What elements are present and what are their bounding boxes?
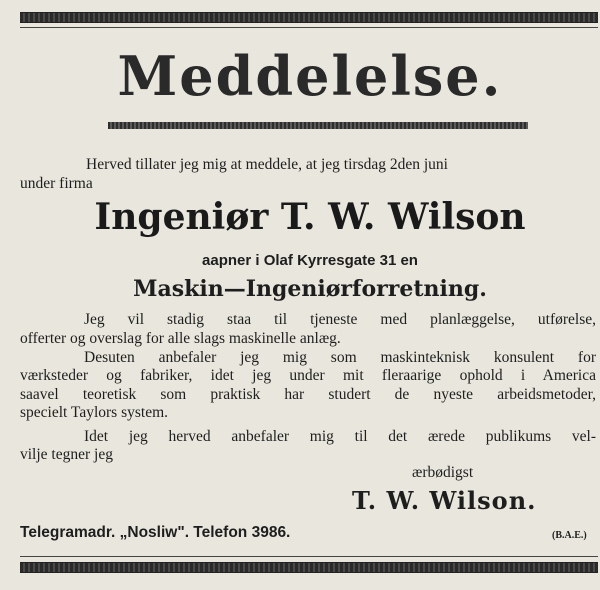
intro-line-1: Herved tillater jeg mig at meddele, at jeg tirsdag 2den juni [86,156,448,173]
top-rule [20,12,598,23]
intro-line-2: under firma [20,175,93,192]
body-line: Idet jeg herved anbefaler mig til det ærede publikums vel- [84,428,596,445]
opening-line: aapner i Olaf Kyrresgate 31 en [202,252,418,269]
headline-rule [108,122,528,129]
body-line: Desuten anbefaler jeg mig som maskinteknisk konsulent for [84,349,596,366]
top-thin-rule [20,27,598,28]
business-type: Maskin—Ingeniørforretning. [133,276,487,302]
body-line: Jeg vil stadig staa til tjeneste med planlæggelse, utførelse, [84,311,596,328]
initials: (B.A.E.) [552,530,587,541]
body-line: specielt Taylors system. [20,404,169,421]
signature: T. W. Wilson. [352,486,537,515]
body-line: værksteder og fabriker, idet jeg under mit fleraarige ophold i America [20,367,596,384]
firm-name: Ingeniør T. W. Wilson [94,196,526,238]
closing: ærbødigst [412,464,474,481]
footer-contact: Telegramadr. „Nosliw". Telefon 3986. [20,524,291,541]
body-line: saavel teoretisk som praktisk har studert de nyeste arbeidsmetoder, [20,386,596,403]
body-line: offerter og overslag for alle slags maskinelle anlæg. [20,330,341,347]
bottom-rule [20,562,598,573]
bottom-thin-rule [20,556,598,557]
body-line: vilje tegner jeg [20,446,113,463]
headline: Meddelelse. [117,44,503,108]
